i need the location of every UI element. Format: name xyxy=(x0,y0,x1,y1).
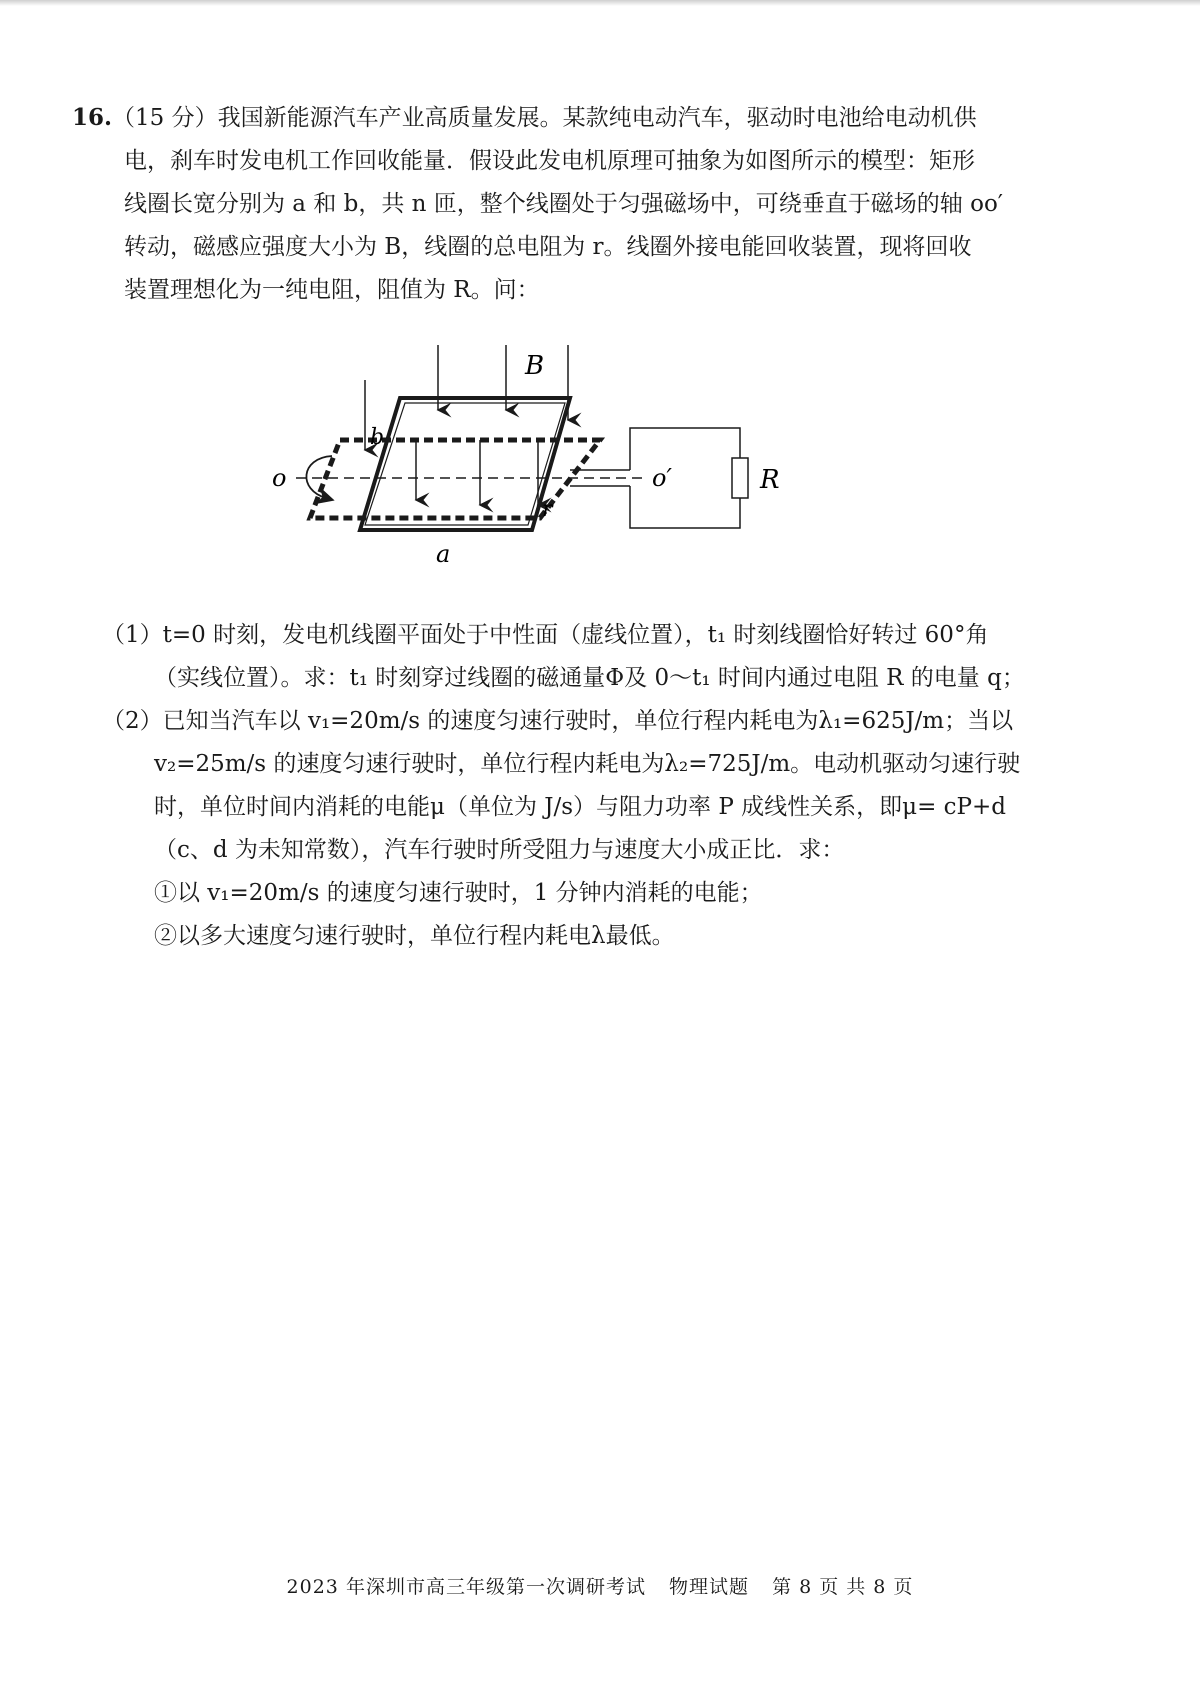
label-B: B xyxy=(525,351,545,381)
generator-diagram xyxy=(270,340,830,570)
problem-16 xyxy=(72,96,1072,312)
label-o: o xyxy=(272,464,287,492)
part2-line-2: v₂=25m/s 的速度匀速行驶时，单位行程内耗电为λ₂=725J/m。电动机驱动匀速行驶 xyxy=(154,751,1021,777)
label-a: a xyxy=(436,540,451,568)
part2-sub-1: ①以 v₁=20m/s 的速度匀速行驶时，1 分钟内消耗的电能； xyxy=(154,880,763,906)
problem-stem-line-3: 线圈长宽分别为 a 和 b，共 n 匝，整个线圈处于匀强磁场中，可绕垂直于磁场的轴 oo′ xyxy=(124,191,1004,217)
external-circuit xyxy=(630,428,740,470)
page-footer xyxy=(0,1572,1200,1599)
resistor-R xyxy=(732,458,748,498)
problem-stem-line-1: 16.（15 分）我国新能源汽车产业高质量发展。某款纯电动汽车，驱动时电池给电动机供 xyxy=(72,104,977,131)
question-number: 16. xyxy=(72,104,113,131)
problem-stem-line-2: 电，刹车时发电机工作回收能量．假设此发电机原理可抽象为如图所示的模型：矩形 xyxy=(124,148,975,174)
footer-page: 第 8 页 共 8 页 xyxy=(772,1576,914,1598)
label-b: b xyxy=(370,425,385,450)
label-R: R xyxy=(760,465,780,495)
scan-edge xyxy=(0,0,1200,6)
sub-questions xyxy=(102,614,1082,958)
footer-exam: 2023 年深圳市高三年级第一次调研考试 xyxy=(286,1576,646,1598)
problem-stem-line-4: 转动，磁感应强度大小为 B，线圈的总电阻为 r。线圈外接电能回收装置，现将回收 xyxy=(124,234,972,260)
part1-line-1: （1）t=0 时刻，发电机线圈平面处于中性面（虚线位置），t₁ 时刻线圈恰好转过 60°角 xyxy=(102,622,989,648)
footer-subject: 物理试题 xyxy=(669,1576,750,1598)
part2-line-3: 时，单位时间内消耗的电能μ（单位为 J/s）与阻力功率 P 成线性关系，即μ= cP+d xyxy=(154,794,1007,820)
label-o-prime: o′ xyxy=(652,464,672,492)
part2-line-4: （c、d 为未知常数），汽车行驶时所受阻力与速度大小成正比．求： xyxy=(154,837,845,863)
question-score: （15 分） xyxy=(112,105,218,131)
problem-stem-line-5: 装置理想化为一纯电阻，阻值为 R。问： xyxy=(124,277,540,303)
part2-line-1: （2）已知当汽车以 v₁=20m/s 的速度匀速行驶时，单位行程内耗电为λ₁=625J/m；当以 xyxy=(102,708,1014,734)
label-r: r xyxy=(542,497,553,522)
generator-svg xyxy=(270,340,830,570)
part1-line-2: （实线位置）。求：t₁ 时刻穿过线圈的磁通量Φ及 0～t₁ 时间内通过电阻 R 的电量 q； xyxy=(154,665,1025,691)
part2-sub-2: ②以多大速度匀速行驶时，单位行程内耗电λ最低。 xyxy=(154,923,675,949)
